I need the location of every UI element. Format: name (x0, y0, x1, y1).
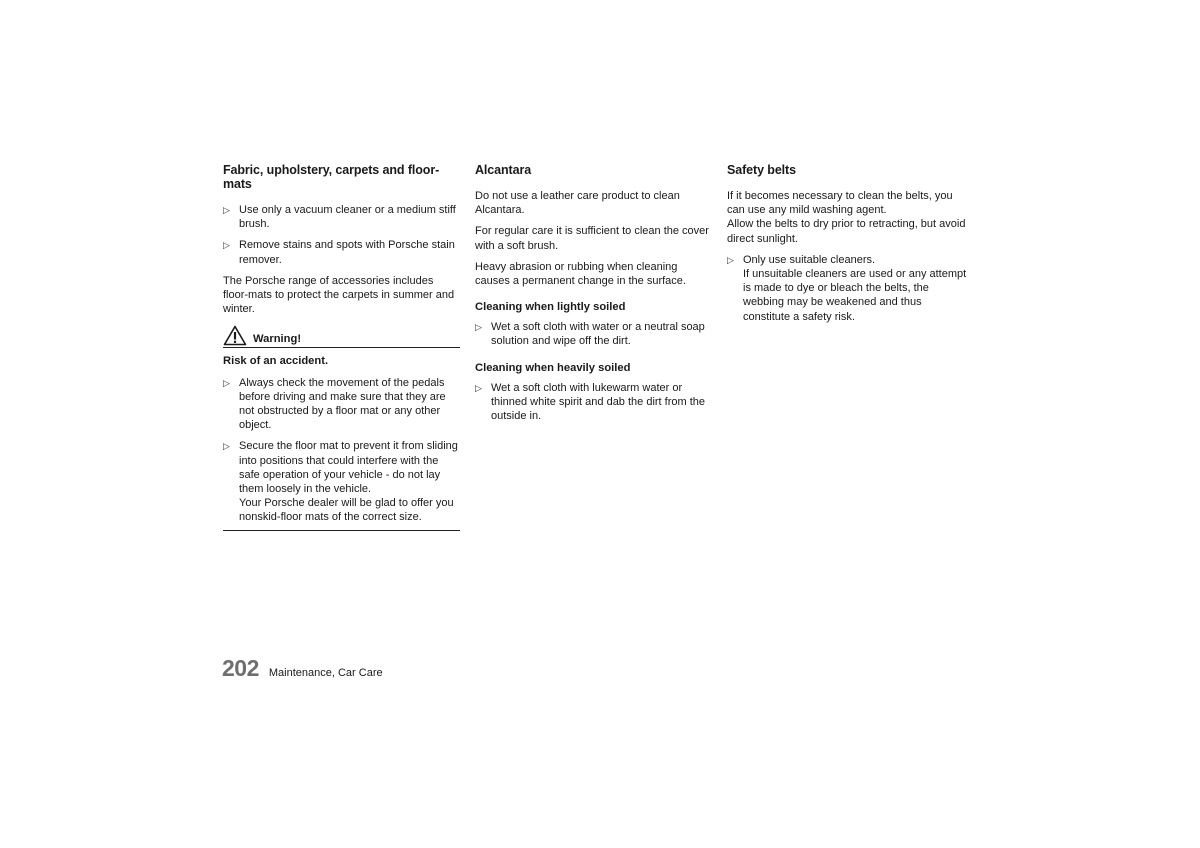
triangle-bullet-icon: ▷ (475, 382, 482, 393)
column-fabric (223, 162, 460, 531)
alcantara-paragraph: Heavy abrasion or rubbing when cleaning causes a permanent change in the surface. (475, 260, 686, 288)
list-item (475, 381, 710, 424)
belts-paragraph: Allow the belts to dry prior to retracting, but avoid direct sunlight. (727, 218, 966, 245)
bullet-text: Secure the floor mat to prevent it from sliding into positions that could interfere with the safe operation of your vehicle - do not lay them loosely in the vehicle. (239, 440, 458, 496)
triangle-bullet-icon: ▷ (223, 240, 230, 251)
page-footer (222, 655, 383, 681)
bullet-text: Always check the movement of the pedals before driving and make sure that they are not obstructed by a floor mat or any other object. (239, 376, 446, 432)
heading-alcantara: Alcantara (475, 163, 532, 177)
warning-label: Warning! (253, 333, 302, 346)
bullet-text: Wet a soft cloth with lukewarm water or thinned white spirit and dab the dirt from the outside in. (491, 381, 706, 423)
fabric-bullet-list (223, 203, 460, 267)
warning-box (223, 325, 460, 530)
warning-risk: Risk of an accident. (223, 355, 329, 368)
list-item (727, 253, 967, 324)
triangle-bullet-icon: ▷ (223, 441, 230, 452)
lightly-soiled-list (475, 320, 710, 348)
belts-paragraph: If it becomes necessary to clean the belts, you can use any mild washing agent. (727, 190, 953, 217)
list-item (223, 439, 460, 524)
accessories-paragraph: The Porsche range of accessories includes floor-mats to protect the carpets in summer and winter. (223, 274, 455, 316)
alcantara-paragraph: For regular care it is sufficient to clean the cover with a soft brush. (475, 225, 709, 252)
bullet-text: Wet a soft cloth with water or a neutral soap solution and wipe off the dirt. (491, 321, 705, 348)
list-item (475, 320, 710, 348)
triangle-bullet-icon: ▷ (223, 377, 230, 388)
heavily-soiled-list (475, 381, 710, 424)
warning-bullet-list (223, 376, 460, 525)
bullet-extra-text: Your Porsche dealer will be glad to offer you nonskid-floor mats of the correct size. (239, 497, 454, 524)
bullet-text: Use only a vacuum cleaner or a medium stiff brush. (239, 204, 456, 231)
triangle-bullet-icon: ▷ (475, 322, 482, 333)
heading-safety-belts: Safety belts (727, 163, 796, 177)
triangle-bullet-icon: ▷ (223, 205, 230, 215)
warning-header (223, 325, 460, 348)
heading-fabric: Fabric, upholstery, carpets and floor- mats (223, 163, 440, 191)
triangle-bullet-icon: ▷ (727, 254, 734, 265)
section-name: Maintenance, Car Care (268, 667, 383, 679)
column-safety-belts (727, 162, 967, 331)
bullet-text: Remove stains and spots with Porsche stain remover. (239, 239, 455, 266)
belts-bullet-list (727, 253, 967, 324)
alcantara-paragraph: Do not use a leather care product to clean Alcantara. (475, 190, 680, 217)
column-alcantara (475, 162, 710, 430)
subheading-lightly-soiled: Cleaning when lightly soiled (475, 301, 626, 314)
bullet-extra-text: If unsuitable cleaners are used or any attempt is made to dye or bleach the belts, the webbing may be weakened and thus constitute a safety risk. (743, 268, 967, 323)
list-item (223, 376, 460, 433)
list-item (223, 238, 460, 266)
page-number: 202 (222, 655, 259, 681)
list-item (223, 203, 460, 231)
warning-triangle-icon (223, 325, 247, 346)
warning-end-rule (223, 530, 460, 531)
subheading-heavily-soiled: Cleaning when heavily soiled (475, 361, 631, 374)
bullet-text: Only use suitable cleaners. (743, 253, 876, 266)
